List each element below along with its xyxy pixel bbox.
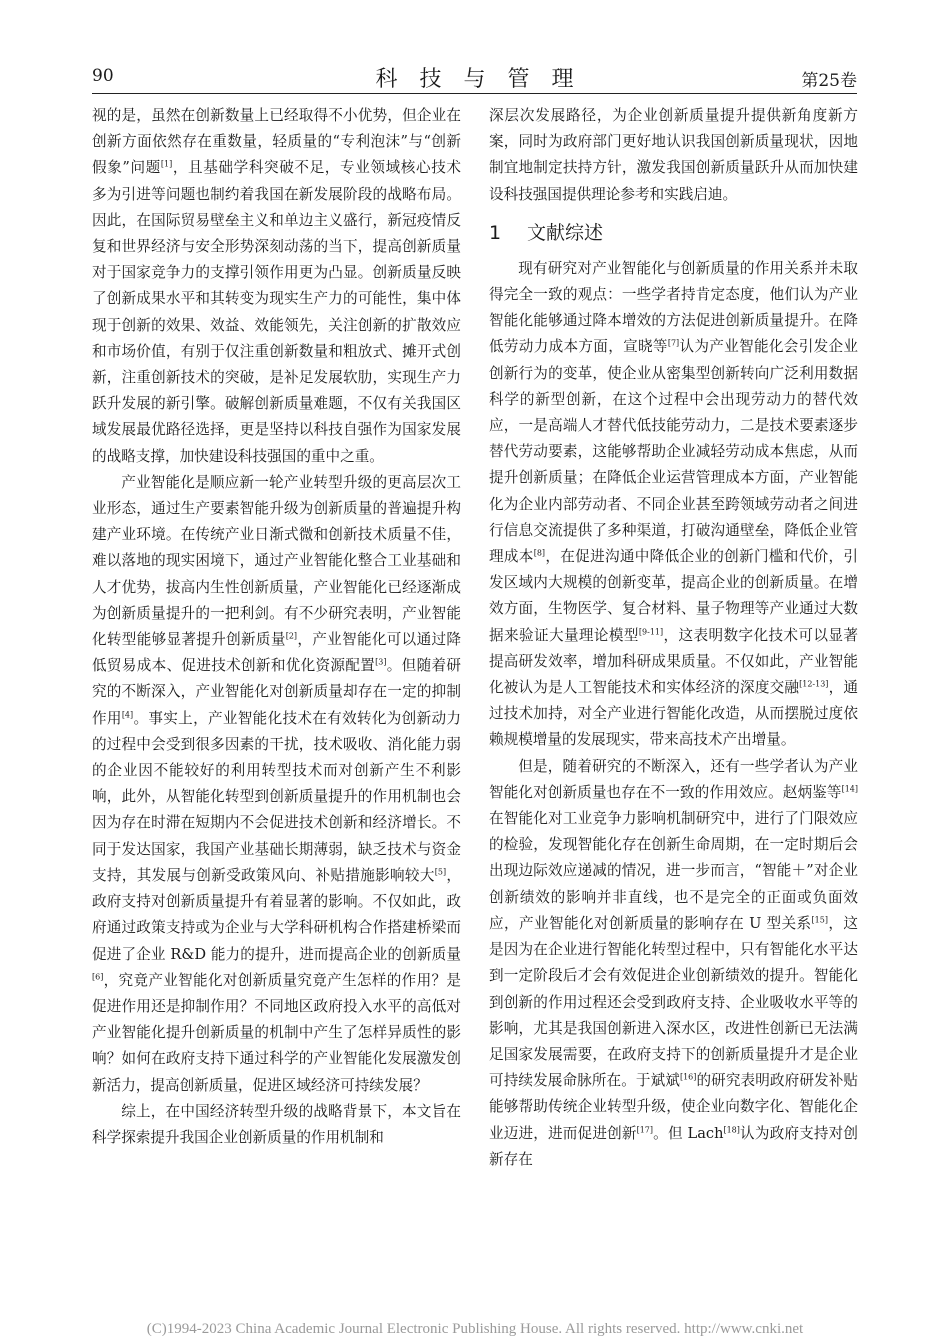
paragraph-text: 视的是，虽然在创新数量上已经取得不小优势，但企业在创新方面依然存在重数量，轻质量的“专利泡沫”与“创新假象”问题 xyxy=(92,107,461,177)
header-rule xyxy=(92,93,857,94)
paragraph-text: 的研究表明政府研发补贴能够帮助传统企业转型升级，使企业向数字化、智能化企业迈进，进而促进创新 xyxy=(489,1072,858,1142)
citation-marker: [1] xyxy=(160,159,173,169)
paragraph-text: ，通过技术加持，对全产业进行智能化改造，从而摆脱过度依赖规模增量的发展现实，带来高技术产出增量。 xyxy=(489,679,858,749)
paragraph-text: 。但随着研究的不断深入，产业智能化对创新质量却存在一定的抑制作用 xyxy=(92,657,461,727)
paragraph-text: 。事实上，产业智能化技术在有效转化为创新动力的过程中会受到很多因素的干扰，技术吸收、消化能力弱的企业因不能较好的利用转型技术而对创新产生不利影响，此外，从智能化转型到创新质量提升的作用机制也会因为存在时滞在短期内不会促进技术创新和经济增长。不同于发达国家，我国产业基础长期薄弱，缺乏技术与资金支持，其发展与创新受政策风向、补贴措施影响较大 xyxy=(92,709,461,884)
section-title: 文献综述 xyxy=(527,221,604,244)
paragraph-text: 综上，在中国经济转型升级的战略背景下，本文旨在科学探索提升我国企业创新质量的作用机制和 xyxy=(92,1102,461,1146)
citation-marker: [18] xyxy=(723,1124,740,1134)
citation-marker: [17] xyxy=(636,1124,654,1134)
paragraph-continued xyxy=(92,103,461,470)
citation-marker: [2] xyxy=(285,631,298,641)
paragraph-text: ，在促进沟通中降低企业的创新门槛和代价，引发区域内大规模的创新变革，提高企业的创新质量。在增效方面，生物医学、复合材料、量子物理等产业通过大数据来验证大量理论模型 xyxy=(489,548,858,644)
citation-marker: [16] xyxy=(679,1072,697,1082)
citation-marker: [4] xyxy=(121,710,134,720)
citation-marker: [5] xyxy=(434,867,447,877)
running-header xyxy=(92,62,857,92)
paragraph xyxy=(92,1099,461,1151)
paragraph-text: 。但 Lach xyxy=(653,1124,724,1142)
paragraph-text: ，且基础学科突破不足，专业领域核心技术多为引进等问题也制约着我国在新发展阶段的战略布局。因此，在国际贸易壁垒主义和单边主义盛行，新冠疫情反复和世界经济与安全形势深刻动荡的当下，提高创新质量对于国家竞争力的支撑引领作用更为凸显。创新质量反映了创新成果水平和其转变为现实生产力的可能性，集中体现于创新的效果、效益、效能领先，关注创新的扩散效应和市场价值，有别于仅注重创新数量和粗放式、摊开式创新，注重创新技术的突破，是补足发展软肋，实现生产力跃升发展的新引擎。破解创新质量难题，不仅有关我国区域发展最优路径选择，更是坚持以科技自强作为国家发展的战略支撑，加快建设科技强国的重中之重。 xyxy=(92,159,461,465)
section-heading xyxy=(489,216,858,250)
paragraph-text: 现有研究对产业智能化与创新质量的作用关系并未取得完全一致的观点：一些学者持肯定态度，他们认为产业智能化能够通过降本增效的方法促进创新质量提升。在降低劳动力成本方面，宣晓等 xyxy=(489,259,858,356)
citation-marker: [3] xyxy=(375,657,387,667)
paragraph-text: 产业智能化是顺应新一轮产业转型升级的更高层次工业形态，通过生产要素智能升级为创新质量的普遍提升构建产业环境。在传统产业日渐式微和创新技术质量不佳，难以落地的现实困境下，通过产业智能化整合工业基础和人才优势，拔高内生性创新质量，产业智能化已经逐渐成为创新质量提升的一把利剑。有不少研究表明，产业智能化转型能够显著提升创新质量 xyxy=(92,473,461,649)
section-number: 1 xyxy=(489,221,502,244)
volume-label: 第25卷 xyxy=(801,71,857,91)
page-number: 90 xyxy=(92,66,114,86)
paragraph-text: 认为政府支持对创新存在 xyxy=(489,1124,858,1168)
citation-marker: [6] xyxy=(92,972,104,982)
paragraph-text: ，究竟产业智能化对创新质量究竟产生怎样的作用？是促进作用还是抑制作用？不同地区政府投入水平的高低对产业智能化提升创新质量的机制中产生了怎样异质性的影响？如何在政府支持下通过科学的产业智能化发展激发创新活力，提高创新质量，促进区域经济可持续发展？ xyxy=(92,971,461,1094)
paragraph-text: 但是，随着研究的不断深入，还有一些学者认为产业智能化对创新质量也存在不一致的作用效应。赵炳鉴等 xyxy=(489,757,858,801)
paragraph xyxy=(489,754,858,1173)
paragraph-text: ，产业智能化可以通过降低贸易成本、促进技术创新和优化资源配置 xyxy=(92,631,461,675)
paragraph-text: 认为产业智能化会引发企业创新行为的变革，使企业从密集型创新转向广泛利用数据科学的新型创新，在这个过程中会出现劳动力的替代效应，一是高端人才替代低技能劳动力，二是技术要素逐步替代劳动要素，这能够帮助企业减轻劳动成本焦虑，从而提升创新质量；在降低企业运营管理成本方面，产业智能化为企业内部劳动者、不同企业甚至跨领域劳动者之间进行信息交流提供了多种渠道，打破沟通壁垒，降低企业管理成本 xyxy=(489,338,858,566)
citation-marker: [8] xyxy=(533,548,546,558)
right-column xyxy=(489,103,858,1173)
paragraph-continued xyxy=(489,103,858,208)
citation-marker: [7] xyxy=(667,338,680,348)
left-column xyxy=(92,103,461,1151)
citation-marker: [14] xyxy=(841,784,858,794)
paragraph-text: ，政府支持对创新质量提升有着显著的影响。不仅如此，政府通过政策支持或为企业与大学科研机构合作搭建桥梁而促进了企业 R&D 能力的提升，进而提高企业的创新质量 xyxy=(92,866,461,963)
citation-marker: [9-11] xyxy=(638,627,664,637)
paragraph-text: ，这是因为在企业进行智能化转型过程中，只有智能化水平达到一定阶段后才会有效促进企业创新绩效的提升。智能化到创新的作用过程还会受到政府支持、企业吸收水平等的影响，尤其是我国创新进入深水区，改进性创新已无法满足国家发展需要，在政府支持下的创新质量提升才是企业可持续发展命脉所在。于斌斌 xyxy=(489,914,858,1090)
paragraph-text: 深层次发展路径，为企业创新质量提升提供新角度新方案，同时为政府部门更好地认识我国创新质量现状，因地制宜地制定扶持方针，激发我国创新质量跃升从而加快建设科技强国提供理论参考和实践启迪。 xyxy=(489,107,858,203)
paragraph-text: ，这表明数字化技术可以显著提高研发效率，增加科研成果质量。不仅如此，产业智能化被认为是人工智能技术和实体经济的深度交融 xyxy=(489,626,858,697)
journal-title: 科技与管理 xyxy=(375,67,596,92)
paragraph xyxy=(92,470,461,1099)
citation-marker: [15] xyxy=(811,915,828,925)
citation-marker: [12-13] xyxy=(799,679,829,689)
paragraph-text: 在智能化对工业竞争力影响机制研究中，进行了门限效应的检验，发现智能化存在创新生命周期，在一定时期后会出现边际效应递减的情况，进一步而言，“智能＋”对企业创新绩效的影响并非直线，也不是完全的正面或负面效应，产业智能化对创新质量的影响存在 U 型关系 xyxy=(489,810,858,932)
copyright-footer: (C)1994-2023 China Academic Journal Electronic Publishing House. All rights reserved. http://www.cnki.net xyxy=(146,1321,804,1337)
paragraph xyxy=(489,256,858,754)
